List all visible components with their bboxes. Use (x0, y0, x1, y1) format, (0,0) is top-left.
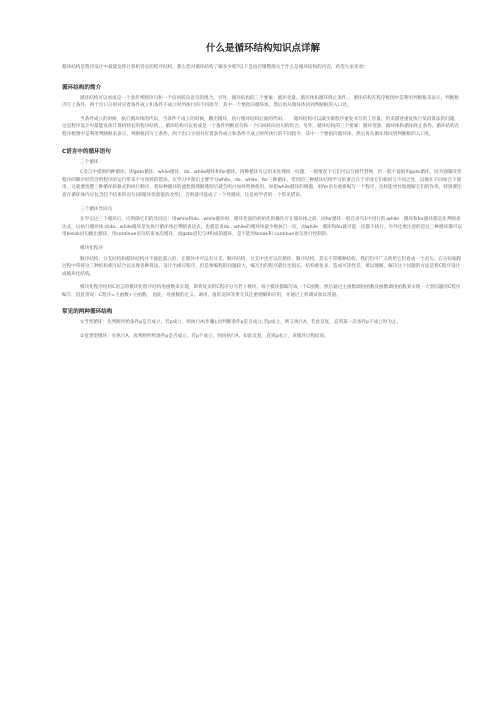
paragraph: C语言中提供四种循环，即goto循环、while循环、do…while循环和for循环。四种循环可以用来处理同一问题，一般情况下它们可以互相代替换，但一般不提倡用goto循环，因为强制改变程序的顺序经常会给程序的运行带来不可预料的错误。在学习中我们主要学习while、do…while、for三种循环。常用的三种循环结构学习的重点在于弄清它们相同与不同之处，以便在不同场合下使用。这就要清楚三种循环的格式和执行顺序，将每种循环的流程图理解透彻后就会明白如何替换使用，如把while循环的例题，用for语句重新编写一个程序，这样能更好地理解它们的作用。特别要注意在循环体内应包含趋于结束的语句(即循环变量值的改变)，否则就可能成了一个死循环，这是初学者的一个常见错误。 (62, 170, 462, 198)
subheading: 三个循环异同点 (80, 206, 113, 212)
section-heading: 常见的两种循环结构 (62, 309, 113, 316)
section-c-loops (62, 147, 462, 300)
section-intro (62, 83, 462, 139)
paragraph: 循环结构可以看成是一个条件判断语句和一个向回转向语句的组合。另外，循环结构的三个要素：循环变量、循环体和循环终止条件。，循环结构在程序框图中是利用判断框来表示，判断框内写上条件，两个出口分别对应着条件成立和条件不成立时所执行的不同指令，其中一个要指向循环体，然后再从循环体回到判断框的入口处。 (62, 95, 459, 109)
section-heading: 循环结构的简介 (62, 84, 102, 91)
subheading: 三个循环 (80, 159, 99, 165)
intro-paragraph: 循环结构是程序设计中最能发挥计算机特长的程序结构。那么您对循环结构了解多少呢?以下是由店铺整理关于什么是循环结构的内容，希望大家喜欢! (62, 65, 365, 70)
paragraph: 当条件成立的时候，执行循环体的代码，当条件不成立的时候，跳出循环，执行循环结构后面的代码。 循环结构可以减少源程序重复书写的工作量，用来描述重复执行某段算法的问题，这是程序设计中最能发挥计算机特长的程序结构，。循环结构可以看成是一个条件判断语句和一个向回转向语句的组合。另外，循环结构的三个要素：循环变量、循环体和循环终止条件。循环结构在程序框图中是利用判断框来表示，判断框内写上条件，两个出口分别对应着条件成立和条件不成立时所执行的不同指令，其中一个要指向循环体，然后再从循环体回到判断框的入口处。 (62, 116, 460, 137)
paragraph: 模块化程序结构C语言的模块化程序结构用函数来实现，即将复杂的C程序分为若干模块，每个模块都编写成一个C函数，然后通过主函数调用函数及函数调用函数来实现一大型问题的C程序编写，因此常说：C程序=主函数+子函数。 因此，对函数的定义、调用、值的返回等要尤其注重理解和应用，并通过上机调试加以巩固。 (62, 285, 461, 298)
paragraph: 顺序结构、分支结构和循环结构并不彼此孤立的，在循环中可以有分支、顺序结构，分支中也可以有循环、顺序结构，其实不管哪种结构，我们均可广义的把它们看成一个语句。在实际编程过程中常将这三种结构相互结合以实现各种算法，设计出相应程序，但是要编程的问题较大，编写出的程序就往往很长、结构重复多，造成可读性差，难以理解，解决这个问题的方法是将C程序设计成模块化结构。 (62, 256, 462, 277)
section-heading: C语言中的循环语句 (62, 148, 111, 155)
list-item: ①当型循环：先判断所给条件p是否成立，若p成立，则执行A(步骤);再判断条件p是否成立;若p成立，则又执行A，若此反复，直到某一次条件p不成立时为止。 (80, 320, 402, 326)
list-item: ②直到型循环：先执行A，再判断所给条件p是否成立，若p不成立，则再执行A，如此反复，直到p成立，该循环过程结束。 (80, 334, 329, 340)
subheading: 模块化程序 (80, 245, 103, 251)
section-two-loops (62, 307, 462, 340)
paragraph: 在学完这三个循环后，应明确它们的异同点：用while和do…while循环时，循环变量的初始化的操作应在循环体之前，而for循环一般在语句1中进行的;while 循环和for循环都是先判断表达式，后执行循环体;而do…while循环是先执行循环体后判断表达式，也就是说do…while的循环体最少被执行一次，而while 循环和for就可能一次都不执行。另外还要注意的是这三种循环都可以用break语句跳出循环，用continue语句结束本次循环，而goto语句与if构成的循环，是不能用break和 continue语句进行控制的。 (62, 217, 462, 238)
page-title: 什么是循环结构知识点详解 (205, 43, 320, 54)
